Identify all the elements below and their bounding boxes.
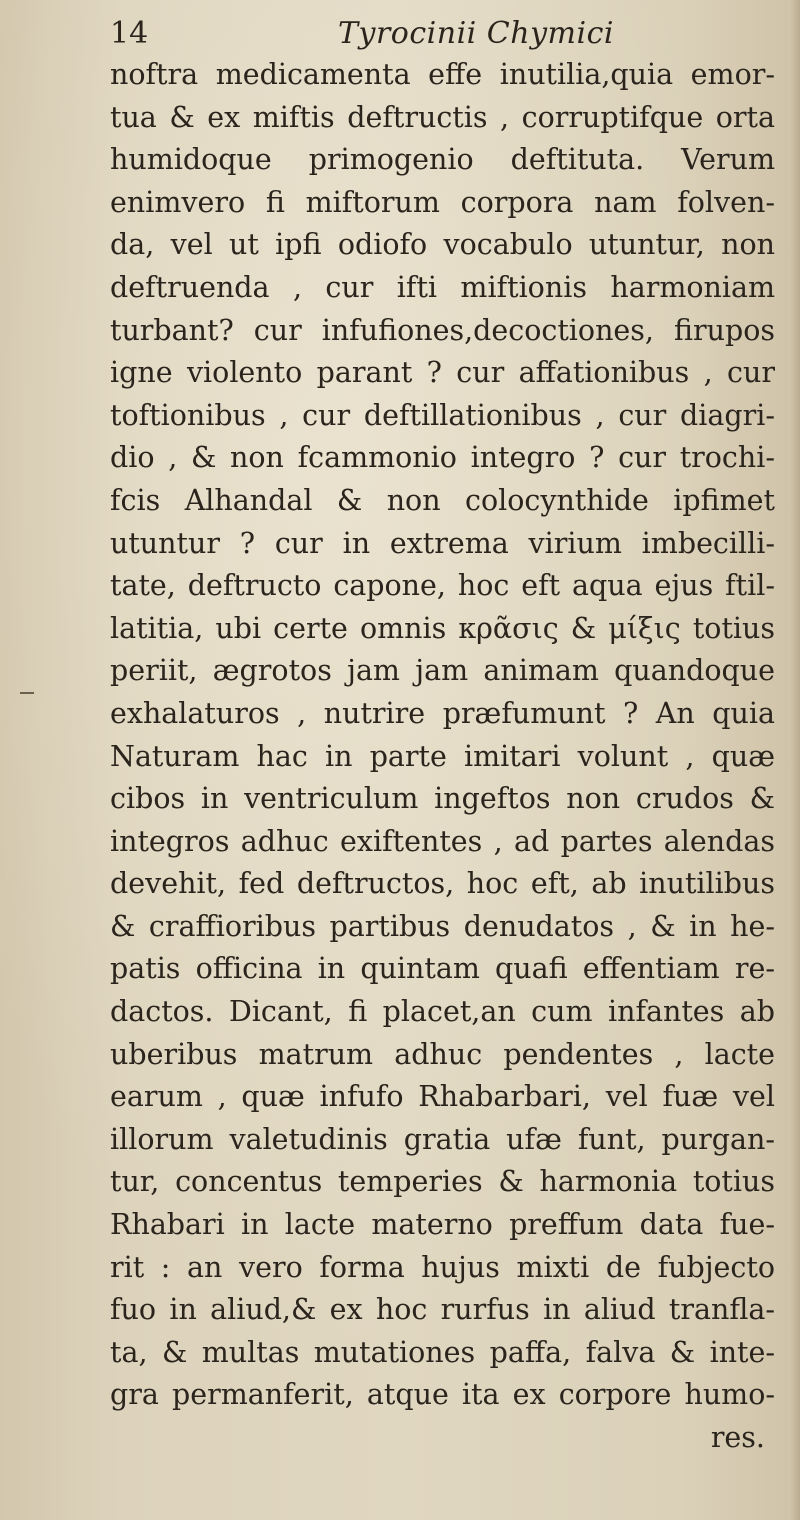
text-line: Rhabari in lacte materno preffum data fue- — [110, 1208, 775, 1242]
text-line: humidoque primogenio deftituta. Verum — [110, 143, 775, 177]
text-line: enimvero fi miftorum corpora nam folven- — [110, 185, 775, 219]
text-line: rit : an vero forma hujus mixti de fubjecto — [110, 1250, 775, 1284]
page-number: 14 — [110, 16, 149, 51]
text-line: da, vel ut ipfi odiofo vocabulo utuntur, non — [110, 228, 775, 262]
text-line: uberibus matrum adhuc pendentes , lacte — [110, 1037, 775, 1071]
text-line: igne violento parant ? cur affationibus , cur — [110, 356, 775, 390]
text-line: noftra medicamenta effe inutilia,quia emor- — [110, 58, 775, 91]
text-line: dactos. Dicant, fi placet,an cum infantes ab — [110, 995, 775, 1029]
text-line: gra permanferit, atque ita ex corpore humo- — [110, 1378, 775, 1412]
text-line: toftionibus , cur deftillationibus , cur diagri- — [110, 398, 775, 432]
running-head — [110, 14, 670, 54]
text-line: cibos in ventriculum ingeftos non crudos & — [110, 782, 775, 816]
text-line: earum , quæ infufo Rhabarbari, vel fuæ vel — [110, 1080, 775, 1114]
text-line: tur, concentus temperies & harmonia totius — [110, 1165, 775, 1199]
text-line: latitia, ubi certe omnis κρᾶσις & μίξις totius — [110, 611, 775, 645]
text-line: Naturam hac in parte imitari volunt , quæ — [110, 739, 775, 773]
text-line: devehit, fed deftructos, hoc eft, ab inutilibus — [110, 867, 775, 901]
body-text — [110, 54, 775, 1460]
text-line: tua & ex miftis deftructis , corruptifque orta — [110, 100, 775, 134]
page-edge-shadow — [790, 0, 800, 1520]
text-line: utuntur ? cur in extrema virium imbecilli- — [110, 526, 775, 560]
margin-dash — [20, 692, 34, 694]
text-line: & craffioribus partibus denudatos , & in he- — [110, 909, 775, 943]
text-line: tate, deftructo capone, hoc eft aqua ejus ftil- — [110, 569, 775, 603]
text-line: ta, & multas mutationes paffa, falva & inte- — [110, 1335, 775, 1369]
text-line: deftruenda , cur ifti miftionis harmoniam — [110, 270, 775, 304]
text-line-catchword: res. — [710, 1421, 765, 1454]
text-line: illorum valetudinis gratia ufæ funt, purgan- — [110, 1122, 775, 1156]
text-line: exhalaturos , nutrire præfumunt ? An quia — [110, 696, 775, 730]
text-line: fuo in aliud,& ex hoc rurfus in aliud tranfla- — [110, 1293, 775, 1327]
text-line: patis officina in quintam quafi effentiam re- — [110, 952, 775, 986]
running-title: Tyrocinii Chymici — [338, 16, 614, 51]
text-line: turbant? cur infufiones,decoctiones, firupos — [110, 313, 775, 347]
text-line: integros adhuc exiftentes , ad partes alendas — [110, 824, 775, 858]
text-line: periit, ægrotos jam jam animam quandoque — [110, 654, 775, 688]
text-line: fcis Alhandal & non colocynthide ipfimet — [110, 483, 775, 517]
text-line: dio , & non fcammonio integro ? cur trochi- — [110, 441, 775, 475]
